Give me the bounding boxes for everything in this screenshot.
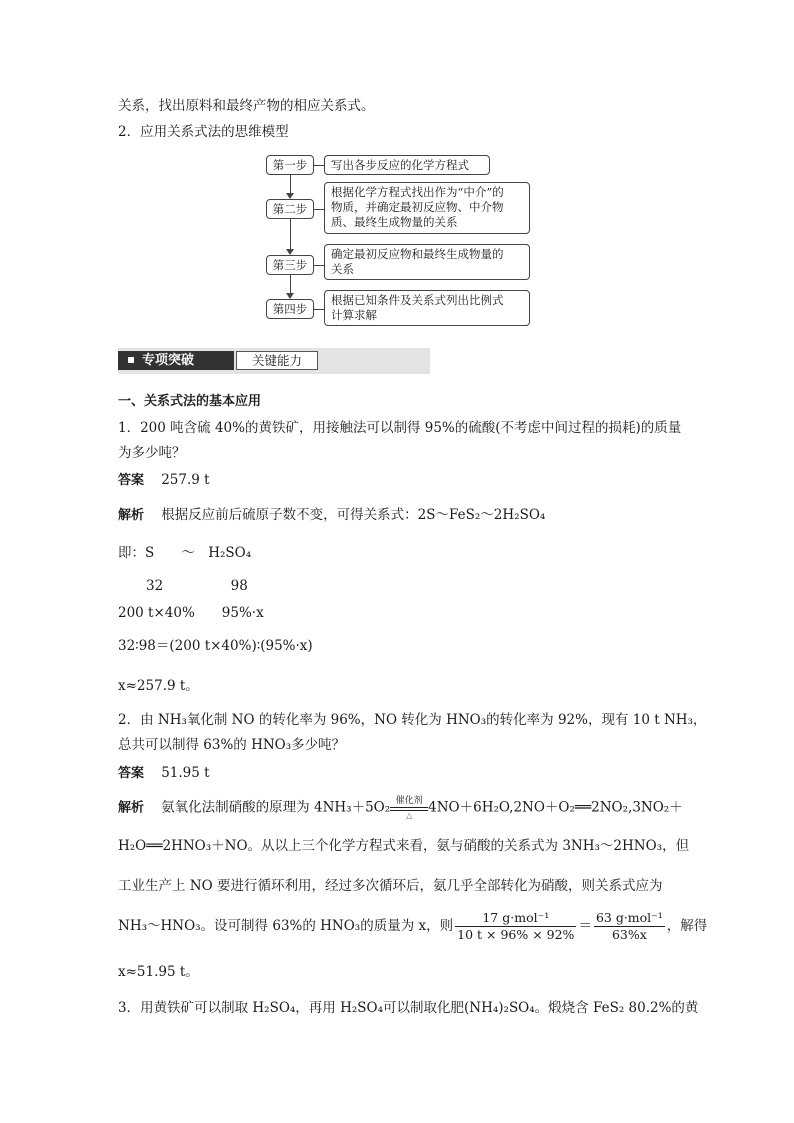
q1-answer: 答案 257.9 t	[118, 472, 210, 488]
analysis-label: 解析	[118, 508, 145, 523]
fraction-2: $\frac{\text{63 g·mol⁻¹}}{63\%x}$	[595, 910, 663, 942]
fraction-1: $\frac{\text{17 g·mol⁻¹}}{10 t \times 96\% \times 92\%}$	[457, 910, 575, 942]
intro-text: 关系，找出原料和最终产物的相应关系式。	[118, 98, 375, 114]
q2-answer: 答案 51.95 t	[118, 765, 210, 781]
q2-line-d: 工业生产上 NO 要进行循环利用，经过多次循环后，氨几乎全部转化为硝酸，则关系式应为	[118, 878, 663, 894]
q2-line1: 2．由 NH₃氧化制 NO 的转化率为 96%，NO 转化为 HNO₃的转化率为 92%，现有 10 t NH₃，	[118, 712, 707, 728]
answer-label: 答案	[118, 766, 145, 781]
step-4-box: 第四步	[266, 299, 314, 319]
q2-line2: 总共可以制得 63%的 HNO₃多少吨？	[118, 737, 346, 753]
q1-molar-mass: 32 98	[146, 578, 248, 594]
catalyst-condition: 催化剂 △	[390, 796, 428, 820]
q1-relation: 即：S ～ H₂SO₄	[118, 545, 252, 561]
step-3-box: 第三步	[266, 255, 314, 275]
step-2-box: 第二步	[266, 199, 314, 219]
section-title: 一、关系式法的基本应用	[118, 394, 262, 409]
q1-result: x≈257.9 t。	[118, 678, 199, 694]
step-1-desc: 写出各步反应的化学方程式	[324, 155, 490, 175]
answer-label: 答案	[118, 473, 145, 488]
q1-line2: 为多少吨？	[118, 445, 186, 461]
step-3-desc: 确定最初反应物和最终生成物量的 关系	[324, 244, 530, 280]
q1-given: 200 t×40% 95%·x	[118, 605, 264, 621]
section-banner	[118, 348, 430, 374]
q3-line1: 3．用黄铁矿可以制取 H₂SO₄，再用 H₂SO₄可以制取化肥(NH₄)₂SO₄。煅烧含 FeS₂ 80.2%的黄	[118, 1000, 699, 1016]
q1-line1: 1．200 吨含硫 40%的黄铁矿，用接触法可以制得 95%的硫酸(不考虑中间过程的损耗)的质量	[118, 420, 682, 436]
banner-light-label: 关键能力	[236, 351, 318, 370]
section-heading: 2．应用关系式法的思维模型	[118, 124, 289, 140]
q2-result: x≈51.95 t。	[118, 964, 199, 980]
q2-line-e: NH₃～HNO₃。设可制得 63%的 HNO₃的质量为 x，则 $\frac{\text{17 g·mol⁻¹}}{10 t \times 96\% \times 92\%}$ ＝ $\frac{\text{63 g·mol⁻¹}}{63\%x}$ ，解得	[118, 910, 708, 942]
analysis-label: 解析	[118, 800, 145, 816]
banner-dark-label: 专项突破	[118, 351, 234, 370]
step-4-desc: 根据已知条件及关系式列出比例式 计算求解	[324, 290, 530, 326]
step-1-box: 第一步	[266, 155, 314, 175]
step-2-desc: 根据化学方程式找出作为“中介”的 物质，并确定最初反应物、中介物 质、最终生成物量的关系	[324, 182, 530, 234]
q2-line-c: H₂O══2HNO₃＋NO。从以上三个化学方程式来看，氨与硝酸的关系式为 3NH₃～2HNO₃，但	[118, 838, 690, 854]
q1-ratio: 32∶98＝(200 t×40%)∶(95%·x)	[118, 638, 313, 654]
q1-analysis: 解析 根据反应前后硫原子数不变，可得关系式：2S～FeS₂～2H₂SO₄	[118, 507, 546, 523]
q2-analysis: 解析 氨氧化法制硝酸的原理为 4NH₃＋5O₂ 催化剂 △ 4NO＋6H₂O,2NO＋O₂══2NO₂,3NO₂＋	[118, 796, 683, 820]
